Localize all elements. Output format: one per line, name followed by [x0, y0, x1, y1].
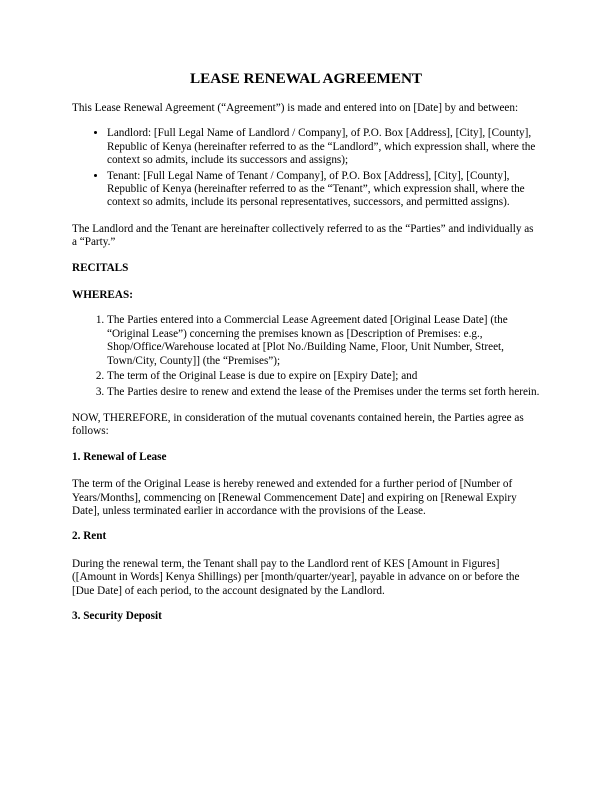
now-therefore-paragraph: NOW, THEREFORE, in consideration of the mutual covenants contained herein, the Parties agree as follows: [72, 411, 524, 438]
party-tenant: • Tenant: [Full Legal Name of Tenant / Company], of P.O. Box [Address], [City], [County], Republic of Kenya (hereinafter referred to as the “Tenant”, which expression shall, where the context so admits, include its personal representatives, successors, and permitted assigns). [107, 170, 540, 210]
document-body [72, 70, 540, 637]
whereas-heading: WHEREAS: [72, 289, 133, 302]
recital-item: 2. The term of the Original Lease is due to expire on [Expiry Date]; and [107, 370, 540, 383]
document-title: LEASE RENEWAL AGREEMENT [189, 70, 423, 87]
recital-item: 1. The Parties entered into a Commercial Lease Agreement dated [Original Lease Date] (the “Original Lease”) concerning the premises known as [Description of Premises: e.g., Shop/Office/Warehouse located at [Plot No./Building Name, Floor, Unit Number, Street, Town/City, County]] (the “Premises”); [107, 314, 540, 368]
party-landlord: • Landlord: [Full Legal Name of Landlord / Company], of P.O. Box [Address], [City], [County], Republic of Kenya (hereinafter referred to as the “Landlord”, which expression shall, where the context so admits, include its successors and assigns); [107, 127, 540, 167]
recitals-list [72, 314, 540, 398]
section-heading-rent: 2. Rent [72, 530, 107, 543]
parties-list [72, 127, 540, 209]
section-heading-security-deposit: 3. Security Deposit [72, 609, 162, 622]
intro-paragraph: This Lease Renewal Agreement (“Agreement”) is made and entered into on [Date] by and between: [72, 102, 519, 114]
recitals-heading: RECITALS [72, 261, 129, 274]
parties-note: The Landlord and the Tenant are hereinafter collectively referred to as the “Parties” and individually as a “Party.” [72, 222, 534, 249]
section-heading-renewal: 1. Renewal of Lease [72, 450, 167, 463]
section-text-rent: During the renewal term, the Tenant shall pay to the Landlord rent of KES [Amount in Figures] ([Amount in Words] Kenya Shillings) per [month/quarter/year], payable in advance on or before the [Due Date] of each period, to the account designated by the Landlord. [72, 557, 520, 597]
recital-item: 3. The Parties desire to renew and extend the lease of the Premises under the terms set forth herein. [107, 386, 540, 399]
section-text-renewal: The term of the Original Lease is hereby renewed and extended for a further period of [Number of Years/Months], commencing on [Renewal Commencement Date] and expiring on [Renewal Expiry Date], unless terminated earlier in accordance with the provisions of the Lease. [72, 478, 517, 517]
